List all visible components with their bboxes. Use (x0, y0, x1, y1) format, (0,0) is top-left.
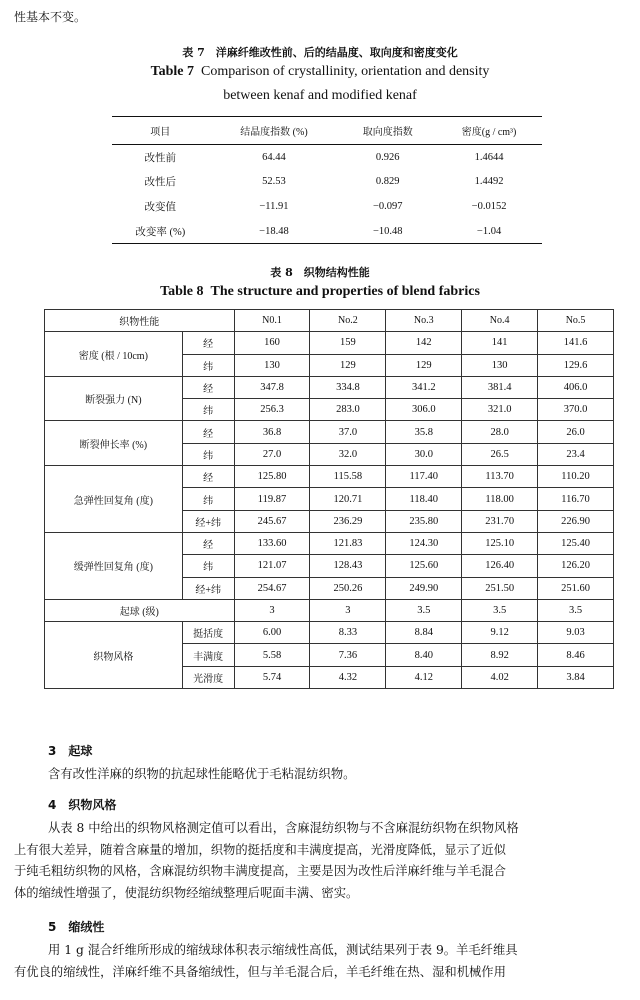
table-cell: 113.70 (462, 466, 538, 488)
table-cell: 4.12 (386, 666, 462, 688)
table-cell: 321.0 (462, 399, 538, 421)
table-cell: 3 (310, 599, 386, 621)
table7-header-row (112, 117, 542, 145)
table-cell: 118.40 (386, 488, 462, 510)
table-cell: 283.0 (310, 399, 386, 421)
table-cell: 130 (234, 354, 310, 376)
table8-caption-cn: 表 8 织物结构性能 (270, 266, 370, 279)
table-cell: 129 (310, 354, 386, 376)
table-row (45, 332, 614, 354)
table-cell: 118.00 (462, 488, 538, 510)
table-cell: 4.02 (462, 666, 538, 688)
table-cell: 370.0 (538, 399, 614, 421)
table-cell: −0.0152 (471, 200, 507, 212)
table-cell: −0.097 (372, 200, 403, 212)
table-cell: 0.829 (375, 176, 400, 188)
table-cell: 9.12 (462, 622, 538, 644)
row-sub-label: 纬 (182, 399, 234, 421)
table-cell: 125.40 (538, 532, 614, 554)
table-row (112, 145, 542, 170)
table-cell: 3.5 (462, 599, 538, 621)
table-cell: 3.5 (538, 599, 614, 621)
table7-header: 项目 (112, 117, 209, 145)
table-cell: 141 (462, 332, 538, 354)
row-sub-label: 纬 (182, 555, 234, 577)
table7-caption-en (0, 64, 640, 80)
table-cell: 9.03 (538, 622, 614, 644)
table-cell: 120.71 (310, 488, 386, 510)
table-cell: 256.3 (234, 399, 310, 421)
table-row (45, 599, 614, 621)
table-cell: 251.60 (538, 577, 614, 599)
table-row (45, 622, 614, 644)
section3-heading: 3 起球 (48, 744, 93, 758)
table-cell: 231.70 (462, 510, 538, 532)
table-cell: 306.0 (386, 399, 462, 421)
table8-sample-header: No.4 (462, 310, 538, 332)
row-sub-label: 纬 (182, 354, 234, 376)
table-cell: 159 (310, 332, 386, 354)
table-row (112, 219, 542, 244)
table8 (44, 309, 614, 689)
table-cell: 37.0 (310, 421, 386, 443)
table-row (45, 421, 614, 443)
table-cell: −1.04 (436, 219, 542, 244)
table-cell: 128.43 (310, 555, 386, 577)
table-row (112, 194, 542, 219)
table-cell: 235.80 (386, 510, 462, 532)
table8-caption-label: Table 8 (160, 284, 204, 299)
table-cell: 129.6 (538, 354, 614, 376)
table-cell: 35.8 (386, 421, 462, 443)
table-cell: 142 (386, 332, 462, 354)
table-cell: 改性前 (144, 152, 177, 164)
table7-header: 密度(g / cm³) (436, 117, 542, 145)
table-cell: −10.48 (339, 219, 436, 244)
table-cell: 26.0 (538, 421, 614, 443)
table8-sample-header: No.2 (310, 310, 386, 332)
row-group-label: 密度 (根 / 10cm) (45, 332, 183, 377)
row-sub-label: 经+纬 (182, 510, 234, 532)
table7-caption-label: Table 7 (150, 64, 195, 79)
table-cell: 改变率 (%) (112, 219, 209, 244)
table-cell: 117.40 (386, 466, 462, 488)
table-cell: 26.5 (462, 443, 538, 465)
table-cell: 8.46 (538, 644, 614, 666)
table-cell: 125.60 (386, 555, 462, 577)
table-cell: 251.50 (462, 577, 538, 599)
table7-caption-text-1: Comparison of crystallinity, orientation and density (201, 64, 490, 79)
table8-header-row (45, 310, 614, 332)
table-cell: 121.07 (234, 555, 310, 577)
table-cell: 改变值 (144, 201, 177, 213)
paragraph-line: 用 1 g 混合纤维所形成的缩绒球体积表示缩绒性高低，测试结果列于表 9。羊毛纤维具 (48, 943, 518, 957)
table-cell: 8.33 (310, 622, 386, 644)
table7-caption-cn: 表 7 洋麻纤维改性前、后的结晶度、取向度和密度变化 (182, 46, 458, 59)
row-sub-label: 经+纬 (182, 577, 234, 599)
row-group-label: 织物风格 (45, 622, 183, 689)
section5-heading: 5 缩绒性 (48, 920, 105, 934)
table-cell: 4.32 (310, 666, 386, 688)
row-sub-label: 经 (182, 376, 234, 398)
table-cell: 3.5 (386, 599, 462, 621)
table-cell: 5.58 (234, 644, 310, 666)
paragraph-line: 从表 8 中给出的织物风格测定值可以看出，含麻混纺织物与不含麻混纺织物在织物风格 (48, 821, 519, 835)
table-cell: 125.10 (462, 532, 538, 554)
paragraph-line: 上有很大差异，随着含麻量的增加，织物的挺括度和丰满度提高，光滑度降低，显示了近似 (14, 842, 506, 857)
table-cell: 110.20 (538, 466, 614, 488)
table-cell: 6.00 (234, 622, 310, 644)
row-group-label: 起球 (级) (45, 599, 235, 621)
table-cell: 30.0 (386, 443, 462, 465)
row-sub-label: 纬 (182, 488, 234, 510)
table7-header: 取向度指数 (339, 117, 436, 145)
table-cell: 236.29 (310, 510, 386, 532)
table-cell: 1.4644 (474, 151, 504, 163)
table-cell: 改性后 (144, 177, 177, 189)
table-cell: 126.40 (462, 555, 538, 577)
table-cell: −11.91 (259, 200, 289, 212)
table-cell: 347.8 (234, 376, 310, 398)
table-cell: 245.67 (234, 510, 310, 532)
table8-header: 织物性能 (45, 310, 235, 332)
table-cell: 32.0 (310, 443, 386, 465)
table-cell: 1.4492 (474, 176, 504, 188)
paragraph-line: 体的缩绒性增强了，使混纺织物经缩绒整理后呢面丰满、密实。 (14, 885, 359, 900)
table8-caption-text: The structure and properties of blend fabrics (210, 284, 480, 299)
row-group-label: 急弹性回复角 (度) (45, 466, 183, 533)
table-row (45, 376, 614, 398)
row-sub-label: 纬 (182, 443, 234, 465)
row-group-label: 断裂伸长率 (%) (45, 421, 183, 466)
table-cell: 27.0 (234, 443, 310, 465)
table-cell: 3.84 (538, 666, 614, 688)
table-cell: 23.4 (538, 443, 614, 465)
table8-caption-en (0, 284, 640, 300)
table-cell: 341.2 (386, 376, 462, 398)
table-cell: 129 (386, 354, 462, 376)
table-cell: 381.4 (462, 376, 538, 398)
table-cell: 8.40 (386, 644, 462, 666)
table-cell: 254.67 (234, 577, 310, 599)
table7-header: 结晶度指数 (%) (209, 117, 340, 145)
table-cell: 334.8 (310, 376, 386, 398)
table7 (112, 116, 542, 244)
row-sub-label: 光滑度 (182, 666, 234, 688)
row-sub-label: 经 (182, 421, 234, 443)
table-cell: 141.6 (538, 332, 614, 354)
section4-heading: 4 织物风格 (48, 798, 117, 812)
table8-sample-header: No.3 (386, 310, 462, 332)
table-cell: 5.74 (234, 666, 310, 688)
row-sub-label: 丰满度 (182, 644, 234, 666)
section5-body (14, 940, 632, 983)
table-cell: 8.84 (386, 622, 462, 644)
table-cell: 64.44 (262, 151, 286, 163)
table7-caption-en-line2: between kenaf and modified kenaf (223, 88, 417, 103)
table-cell: 3 (234, 599, 310, 621)
table-cell: 133.60 (234, 532, 310, 554)
table-cell: 124.30 (386, 532, 462, 554)
top-text-line: 性基本不变。 (14, 10, 87, 24)
table8-sample-header: N0.1 (234, 310, 310, 332)
table-cell: 249.90 (386, 577, 462, 599)
table8-sample-header: No.5 (538, 310, 614, 332)
paragraph-line: 有优良的缩绒性，洋麻纤维不具备缩绒性，但与羊毛混合后，羊毛纤维在热、湿和机械作用 (14, 964, 506, 979)
section4-body (14, 818, 632, 904)
table-cell: 8.92 (462, 644, 538, 666)
row-group-label: 缓弹性回复角 (度) (45, 532, 183, 599)
table-cell: 52.53 (262, 176, 286, 188)
section3-text: 含有改性洋麻的织物的抗起球性能略优于毛粘混纺织物。 (48, 767, 356, 781)
table-cell: 250.26 (310, 577, 386, 599)
table-cell: 406.0 (538, 376, 614, 398)
row-sub-label: 挺括度 (182, 622, 234, 644)
table-row (112, 170, 542, 195)
table-row (45, 532, 614, 554)
row-group-label: 断裂强力 (N) (45, 376, 183, 421)
table-cell: 125.80 (234, 466, 310, 488)
table-cell: 121.83 (310, 532, 386, 554)
table-cell: 226.90 (538, 510, 614, 532)
table-cell: 0.926 (375, 151, 400, 163)
paragraph-line: 于纯毛粗纺织物的风格，含麻混纺织物丰满度提高，主要是因为改性后洋麻纤维与羊毛混合 (14, 864, 506, 878)
table-cell: 116.70 (538, 488, 614, 510)
table-cell: 126.20 (538, 555, 614, 577)
table-cell: 36.8 (234, 421, 310, 443)
table-cell: −18.48 (209, 219, 340, 244)
table-row (45, 466, 614, 488)
table-cell: 119.87 (234, 488, 310, 510)
table-cell: 130 (462, 354, 538, 376)
table-cell: 28.0 (462, 421, 538, 443)
row-sub-label: 经 (182, 532, 234, 554)
table-cell: 7.36 (310, 644, 386, 666)
table-cell: 115.58 (310, 466, 386, 488)
row-sub-label: 经 (182, 466, 234, 488)
row-sub-label: 经 (182, 332, 234, 354)
table-cell: 160 (234, 332, 310, 354)
